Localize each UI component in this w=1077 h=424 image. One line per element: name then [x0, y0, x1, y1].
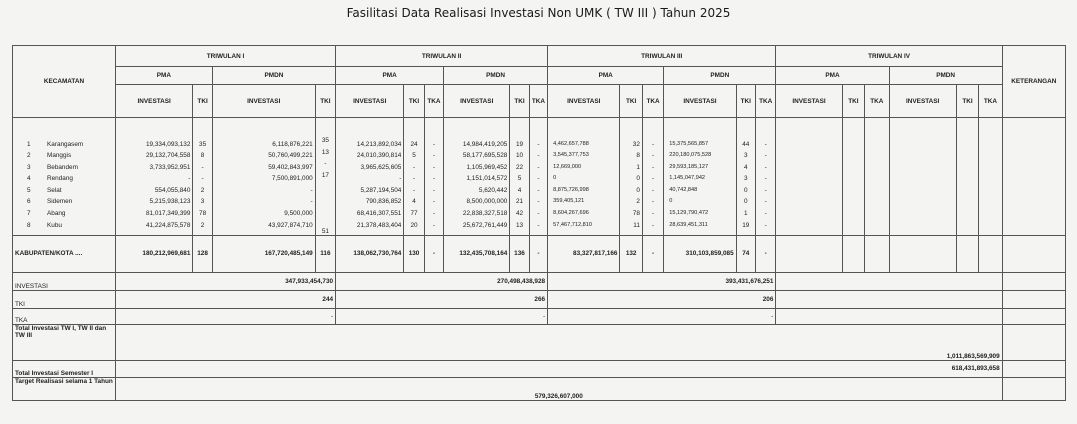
row-number: 2 [27, 152, 31, 160]
col-tki: TKI [620, 85, 642, 118]
tw2-pma-tki: 24 [410, 140, 418, 148]
tw2-pmdn-tki: 22 [515, 163, 524, 171]
tw1-pmdn-header: PMDN [212, 67, 335, 85]
tw2-pma-header: PMA [336, 67, 444, 85]
row-number: 1 [27, 140, 31, 148]
tw2-pmdn-header: PMDN [444, 67, 548, 85]
tw3-pma-investasi: 57,467,712,810 [553, 221, 592, 228]
total-tw1-pma-tki: 128 [193, 235, 212, 272]
tw3-pma-tki: 0 [636, 175, 640, 183]
col-investasi: INVESTASI [776, 85, 842, 118]
kecamatan-header: KECAMATAN [13, 46, 116, 118]
tw1-pmdn-investasi: 50,760,499,221 [268, 152, 313, 160]
tw3-pmdn-tki: 44 [742, 140, 750, 148]
tw3-pmdn-investasi: 15,129,790,472 [669, 210, 709, 217]
tw2-pma-tka: - [432, 221, 435, 229]
tw1-pmdn-tki-kubu: 51 [321, 227, 329, 235]
tw2-pmdn-tka: - [537, 152, 540, 160]
total-tw3-pma-tki: 132 [620, 235, 642, 272]
total-tw1-pmdn-investasi: 167,720,485,149 [212, 235, 315, 272]
row-number: 7 [27, 210, 31, 218]
tw3-pmdn-tka: - [764, 210, 767, 218]
tw2-pmdn-tki: 4 [517, 186, 522, 194]
total-tw123-value: 1,011,863,569,909 [115, 324, 1002, 360]
tki-tw2: 266 [336, 290, 548, 308]
tw2-header: TRIWULAN II [336, 46, 548, 67]
tw1-pma-tki: 78 [199, 210, 207, 218]
keterangan-header: KETERANGAN [1002, 46, 1065, 118]
tw2-pma-investasi: 24,010,390,814 [356, 152, 402, 160]
tw3-pmdn-tki: 0 [744, 198, 748, 206]
total-tw2-pmdn-tka: - [529, 235, 547, 272]
tw3-pma-tka: - [652, 152, 655, 160]
col-tka: TKA [979, 85, 1002, 118]
tw1-pma-tki: 3 [200, 198, 205, 206]
tw1-pma-investasi: - [188, 175, 191, 183]
tka-label: TKA [13, 308, 116, 324]
tw1-pmdn-tki: 17 [321, 171, 329, 179]
tw3-pmdn-tki: 4 [744, 163, 748, 171]
col-investasi: INVESTASI [889, 85, 956, 118]
row-number: 4 [27, 175, 31, 183]
tw3-pma-tki: 0 [636, 186, 640, 194]
col-tka: TKA [865, 85, 889, 118]
tw1-pma-investasi: 81,017,349,399 [145, 210, 191, 218]
col-investasi: INVESTASI [444, 85, 510, 118]
tw3-pma-tka: - [652, 198, 655, 206]
total-tw2-pma-tka: - [424, 235, 443, 272]
tw2-pma-tki: 5 [412, 152, 416, 160]
tw3-pmdn-tki: 0 [744, 186, 748, 194]
col-tka: TKA [642, 85, 663, 118]
tw2-pmdn-tki: 5 [517, 175, 522, 183]
col-tki: TKI [956, 85, 978, 118]
investment-table [12, 45, 1066, 401]
tki-tw1: 244 [115, 290, 335, 308]
tw2-pma-tka: - [432, 163, 435, 171]
tw3-pma-tka: - [652, 210, 655, 218]
tw2-pmdn-tka: - [537, 186, 540, 194]
kecamatan-name: Manggis [47, 152, 72, 160]
tw1-pma-tki: 2 [200, 221, 205, 229]
kecamatan-row [27, 162, 113, 174]
tw2-pmdn-investasi: 1,105,969,452 [466, 163, 508, 171]
tw3-pma-investasi: 3,545,377,753 [553, 152, 589, 159]
tw1-pmdn-tki [318, 205, 333, 217]
tw2-pma-tka: - [432, 175, 435, 183]
total-tw2-pmdn-tki: 136 [510, 235, 529, 272]
tw3-pmdn-investasi: 40,742,848 [669, 186, 698, 193]
tw2-pmdn-tki: 19 [515, 140, 524, 148]
total-tw3-pmdn-tki: 74 [736, 235, 755, 272]
tw3-pma-tka: - [652, 163, 655, 171]
tw4-header: TRIWULAN IV [776, 46, 1002, 67]
tw3-pma-investasi: 12,669,000 [553, 163, 582, 170]
kecamatan-name: Karangasem [47, 140, 84, 148]
col-tka: TKA [424, 85, 443, 118]
tw1-pma-investasi: 3,733,952,951 [149, 163, 191, 171]
tw3-pma-tka: - [652, 221, 655, 229]
tw3-pmdn-header: PMDN [664, 67, 776, 85]
tw1-pmdn-investasi: 59,402,843,997 [268, 163, 313, 171]
total-tw3-pma-investasi: 83,327,817,166 [548, 235, 620, 272]
tw3-pma-tki: 1 [636, 163, 640, 171]
tw2-pma-tki: - [412, 175, 416, 183]
col-tki: TKI [842, 85, 864, 118]
col-tki: TKI [404, 85, 424, 118]
tw3-pma-investasi: 8,875,726,998 [553, 186, 589, 193]
col-tki: TKI [736, 85, 755, 118]
row-number: 5 [27, 186, 31, 194]
tw3-pmdn-tki: 19 [742, 221, 750, 229]
tw2-pma-investasi: 21,378,483,404 [356, 221, 402, 229]
tw1-pma-tki: - [201, 175, 204, 183]
tw1-pma-investasi: 41,224,875,578 [145, 221, 191, 229]
kecamatan-name: Rendang [47, 175, 73, 183]
kecamatan-name: Selat [47, 186, 62, 194]
kecamatan-name: Bebandem [47, 163, 78, 171]
total-tw2-pma-tki: 130 [404, 235, 424, 272]
investasi-tw3: 393,431,676,251 [548, 272, 776, 290]
tw2-pmdn-investasi: 58,177,695,528 [462, 152, 508, 160]
tw2-pma-tka: - [432, 152, 435, 160]
total-tw123-label: Total Investasi TW I, TW II dan TW III [13, 324, 116, 360]
tw1-pma-investasi: 554,055,840 [154, 186, 191, 194]
kecamatan-row [27, 150, 113, 162]
tw3-pmdn-tki: 3 [744, 152, 748, 160]
kecamatan-row [27, 185, 113, 197]
total-tw2-pmdn-investasi: 132,435,708,164 [444, 235, 510, 272]
tw2-pma-tki: 20 [410, 221, 418, 229]
tw1-pmdn-tki [318, 181, 333, 193]
tw3-pma-investasi: 8,604,267,696 [553, 210, 589, 217]
total-tw3-pma-tka: - [642, 235, 663, 272]
tki-tw3: 206 [548, 290, 776, 308]
col-tka: TKA [529, 85, 547, 118]
tw2-pma-investasi: 3,965,625,605 [360, 163, 402, 171]
tw2-pmdn-tki: 21 [515, 198, 524, 206]
tw3-pmdn-tka: - [764, 140, 767, 148]
tw3-header: TRIWULAN III [548, 46, 776, 67]
total-tw2-pma-investasi: 138,062,730,764 [336, 235, 404, 272]
tw3-pmdn-tki: 3 [744, 175, 748, 183]
col-investasi: INVESTASI [115, 85, 192, 118]
tka-tw1: - [115, 308, 335, 324]
col-investasi: INVESTASI [548, 85, 620, 118]
tka-tw2: - [336, 308, 548, 324]
page-title: Fasilitasi Data Realisasi Investasi Non UMK ( TW III ) Tahun 2025 [346, 6, 731, 20]
total-label: KABUPATEN/KOTA .... [13, 235, 116, 272]
tw3-pmdn-tka: - [764, 175, 767, 183]
col-investasi: INVESTASI [212, 85, 315, 118]
tw3-pmdn-tka: - [764, 186, 767, 194]
total-semester-value: 618,431,893,658 [115, 360, 1002, 377]
col-investasi: INVESTASI [664, 85, 736, 118]
kecamatan-name: Sidemen [47, 198, 73, 206]
total-tw3-pmdn-tka: - [755, 235, 775, 272]
tw3-pmdn-investasi: 0 [669, 198, 673, 205]
kecamatan-row [27, 139, 113, 151]
tw3-pma-investasi: 4,462,657,788 [553, 140, 589, 147]
tw2-pma-tka: - [432, 140, 435, 148]
tw1-pma-tki: - [201, 163, 204, 171]
tw1-pmdn-investasi: 7,500,891,000 [271, 175, 313, 183]
tw1-pmdn-investasi: - [310, 198, 313, 206]
tw3-pmdn-investasi: 15,375,565,857 [669, 140, 709, 147]
tw1-pma-investasi: 19,334,093,132 [145, 140, 191, 148]
tw3-pmdn-tki: 1 [744, 210, 748, 218]
tw3-pma-investasi: 0 [553, 175, 557, 182]
col-tki: TKI [315, 85, 335, 118]
total-tw1-pmdn-tki: 116 [315, 235, 335, 272]
row-number: 3 [27, 163, 31, 171]
tw1-pma-tki: 8 [200, 152, 205, 160]
tw1-pmdn-tki: - [324, 160, 327, 168]
tw3-pma-tka: - [652, 186, 655, 194]
tw2-pmdn-tka: - [537, 210, 540, 218]
tw3-pma-tki: 8 [636, 152, 640, 160]
tw1-pma-investasi: 29,132,704,558 [145, 152, 191, 160]
kecamatan-row [27, 208, 113, 220]
kecamatan-name: Kubu [47, 221, 62, 229]
tw3-pmdn-tka: - [764, 221, 767, 229]
tw1-pma-tki: 2 [200, 186, 205, 194]
tw3-pmdn-tka: - [764, 163, 767, 171]
kecamatan-row [27, 196, 113, 208]
tw3-pmdn-investasi: 29,593,185,127 [669, 163, 709, 170]
total-tw1-pma-investasi: 180,212,969,681 [115, 235, 192, 272]
tw2-pmdn-investasi: 8,500,000,000 [466, 198, 508, 206]
tw2-pma-tki: 77 [410, 210, 418, 218]
tw2-pmdn-tki: 13 [515, 221, 524, 229]
tw3-pmdn-investasi: 1,145,047,942 [669, 175, 706, 182]
tw2-pmdn-tka: - [537, 163, 540, 171]
row-number: 6 [27, 198, 31, 206]
tw2-pmdn-tki: 10 [515, 152, 524, 160]
col-investasi: INVESTASI [336, 85, 404, 118]
kecamatan-row [27, 173, 113, 185]
tw2-pma-investasi: 5,287,194,504 [360, 186, 402, 194]
kecamatan-list [13, 118, 116, 236]
tw2-pmdn-investasi: 1,151,014,572 [466, 175, 508, 183]
tw3-pma-investasi: 359,405,121 [553, 198, 585, 205]
tka-tw3: - [548, 308, 776, 324]
tw3-pmdn-investasi: 28,639,451,311 [669, 221, 708, 228]
tw2-pma-investasi: 68,416,307,551 [356, 210, 402, 218]
tw2-pma-investasi: 790,836,852 [365, 198, 402, 206]
tw1-pmdn-tki: 13 [321, 148, 329, 156]
tw2-pma-tki: - [412, 186, 416, 194]
tw2-pmdn-tki: 42 [515, 210, 524, 218]
tw3-pma-tka: - [652, 140, 655, 148]
tw3-pma-header: PMA [548, 67, 664, 85]
tw2-pma-tka: - [432, 198, 435, 206]
tw2-pmdn-investasi: 25,672,761,449 [462, 221, 508, 229]
total-tw3-pmdn-investasi: 310,103,859,085 [664, 235, 736, 272]
tw3-pma-tki: 78 [632, 210, 640, 218]
tw3-pmdn-tka: - [764, 198, 767, 206]
tw2-pma-tki: - [412, 163, 416, 171]
tw2-pmdn-investasi: 22,838,327,518 [462, 210, 508, 218]
tw1-pmdn-investasi: 9,500,000 [284, 210, 313, 218]
tw1-pmdn-tki: 35 [321, 137, 329, 144]
tw1-pmdn-tki [318, 193, 333, 205]
tw3-pmdn-tka: - [764, 152, 767, 160]
investasi-tw1: 347,933,454,730 [115, 272, 335, 290]
tw2-pma-investasi: 14,213,892,034 [356, 140, 402, 148]
tw1-pma-header: PMA [115, 67, 212, 85]
target-value: 579,326,607,000 [115, 377, 1002, 400]
tw2-pmdn-tka: - [537, 221, 540, 229]
kecamatan-name: Abang [47, 210, 66, 218]
tw3-pma-tka: - [652, 175, 655, 183]
tw2-pmdn-investasi: 5,620,442 [478, 186, 508, 194]
tw2-pmdn-tka: - [537, 198, 540, 206]
tw2-pmdn-investasi: 14,984,419,205 [462, 140, 508, 148]
tw2-pma-tki: 4 [412, 198, 416, 206]
tw1-pmdn-investasi: - [310, 186, 313, 194]
investasi-tw2: 270,498,438,928 [336, 272, 548, 290]
tw2-pmdn-tka: - [537, 140, 540, 148]
col-tki: TKI [193, 85, 212, 118]
target-label: Target Realisasi selama 1 Tahun [13, 377, 116, 400]
tw1-pma-investasi: 5,215,938,123 [149, 198, 191, 206]
tw1-pmdn-investasi: 6,118,876,221 [272, 140, 313, 148]
tw3-pma-tki: 11 [633, 221, 640, 229]
tw2-pma-investasi: - [399, 175, 402, 183]
tw1-header: TRIWULAN I [115, 46, 335, 67]
row-number: 8 [27, 221, 31, 229]
tw1-pmdn-tki [318, 216, 333, 228]
tw4-pma-header: PMA [776, 67, 889, 85]
tw1-pma-tki: 35 [199, 140, 207, 148]
tw4-pmdn-header: PMDN [889, 67, 1002, 85]
total-semester-label: Total Investasi Semester I [13, 360, 116, 377]
tw2-pmdn-tka: - [537, 175, 540, 183]
tw3-pma-tki: 32 [632, 140, 640, 148]
tw3-pmdn-investasi: 220,180,075,528 [669, 152, 712, 159]
tki-label: TKI [13, 290, 116, 308]
col-tki: TKI [510, 85, 529, 118]
tw3-pma-tki: 2 [636, 198, 640, 206]
investasi-label: INVESTASI [13, 272, 116, 290]
tw2-pma-tka: - [432, 210, 435, 218]
tw2-pma-tka: - [432, 186, 435, 194]
col-tka: TKA [755, 85, 775, 118]
tw1-pmdn-investasi: 43,927,874,710 [268, 221, 313, 229]
kecamatan-row [27, 220, 113, 232]
